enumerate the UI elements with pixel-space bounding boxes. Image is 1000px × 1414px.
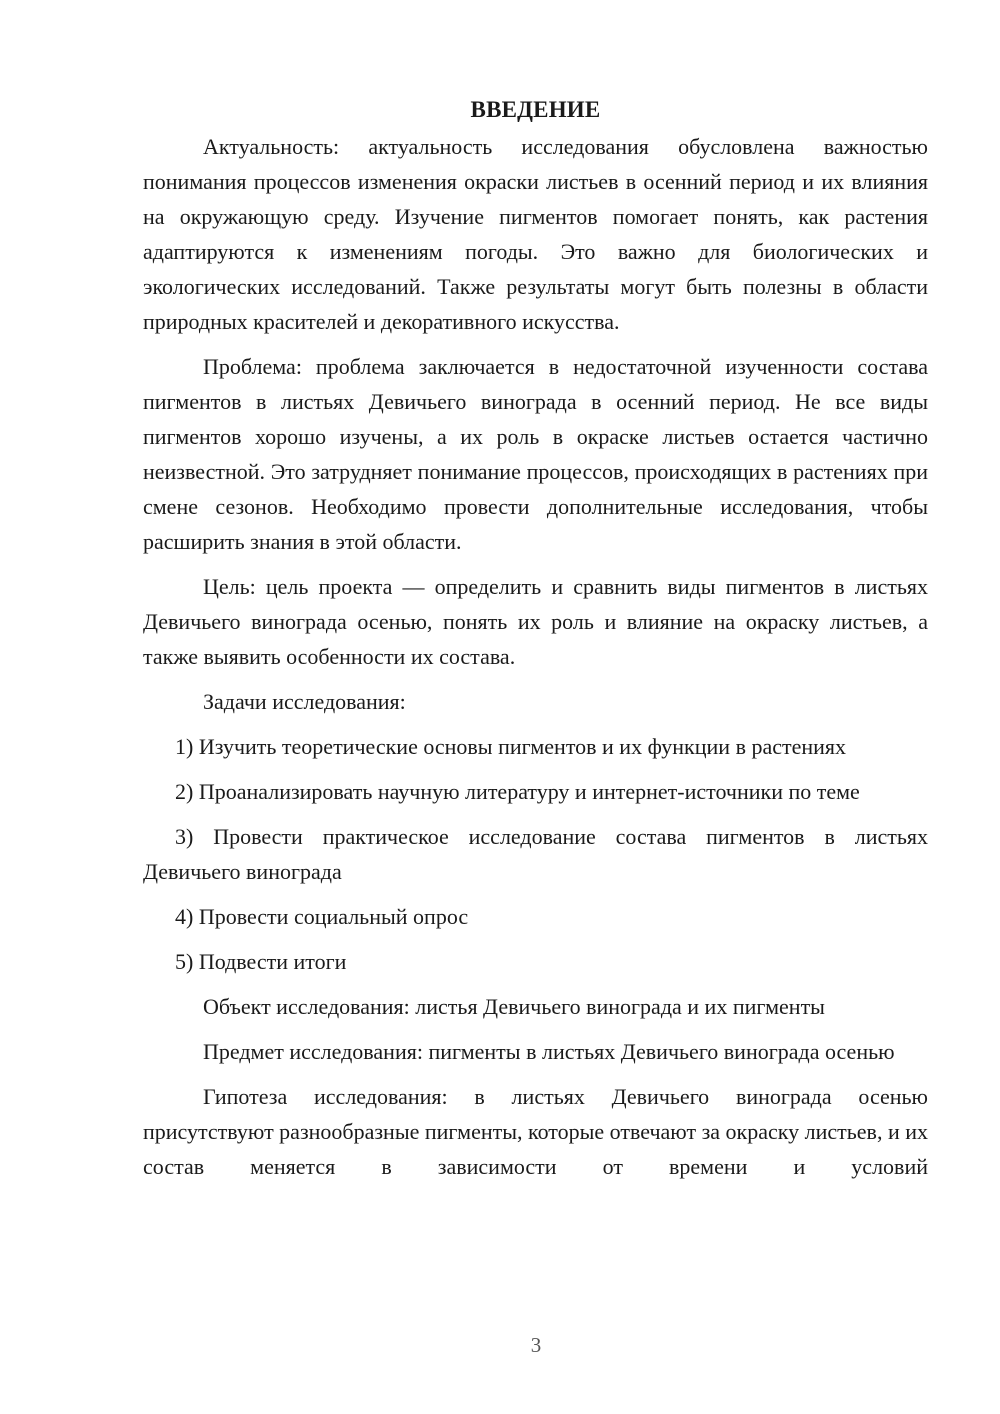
paragraph-problem: Проблема: проблема заключается в недостаточной изученности состава пигментов в листьях Девичьего винограда в осенний период. Не все виды пигментов хорошо изучены, а их роль в окраске листьев остается частично неизвестной. Это затрудняет понимание процессов, происходящих в растениях при смене сезонов. Необходимо провести дополнительные исследования, чтобы расширить знания в этой области. [143,354,928,554]
task-item-4: 4) Провести социальный опрос [175,904,469,929]
task-item-5: 5) Подвести итоги [175,949,347,974]
tasks-heading: Задачи исследования: [203,689,406,714]
page-number: 3 [530,1333,542,1357]
paragraph-subject: Предмет исследования: пигменты в листьях Девичьего винограда осенью [203,1039,895,1064]
task-item-2: 2) Проанализировать научную литературу и интернет-источники по теме [175,779,860,804]
paragraph-relevance: Актуальность: актуальность исследования обусловлена важностью понимания процессов изменения окраски листьев в осенний период и их влияния на окружающую среду. Изучение пигментов помогает понять, как растения адаптируются к изменениям погоды. Это важно для биологических и экологических исследований. Также результаты могут быть полезны в области природных красителей и декоративного искусства. [143,134,928,334]
task-item-1: 1) Изучить теоретические основы пигментов и их функции в растениях [175,734,847,759]
section-heading: ВВЕДЕНИЕ [470,97,601,122]
task-item-3: 3) Провести практическое исследование состава пигментов в листьях Девичьего винограда [143,824,928,884]
page-content [143,92,928,1194]
paragraph-hypothesis: Гипотеза исследования: в листьях Девичьего винограда осенью присутствуют разнообразные пигменты, которые отвечают за окраску листьев, и их состав меняется в зависимости от времени и условий [143,1084,928,1179]
paragraph-object: Объект исследования: листья Девичьего винограда и их пигменты [203,994,825,1019]
paragraph-goal: Цель: цель проекта — определить и сравнить виды пигментов в листьях Девичьего винограда осенью, понять их роль и влияние на окраску листьев, а также выявить особенности их состава. [143,574,928,669]
